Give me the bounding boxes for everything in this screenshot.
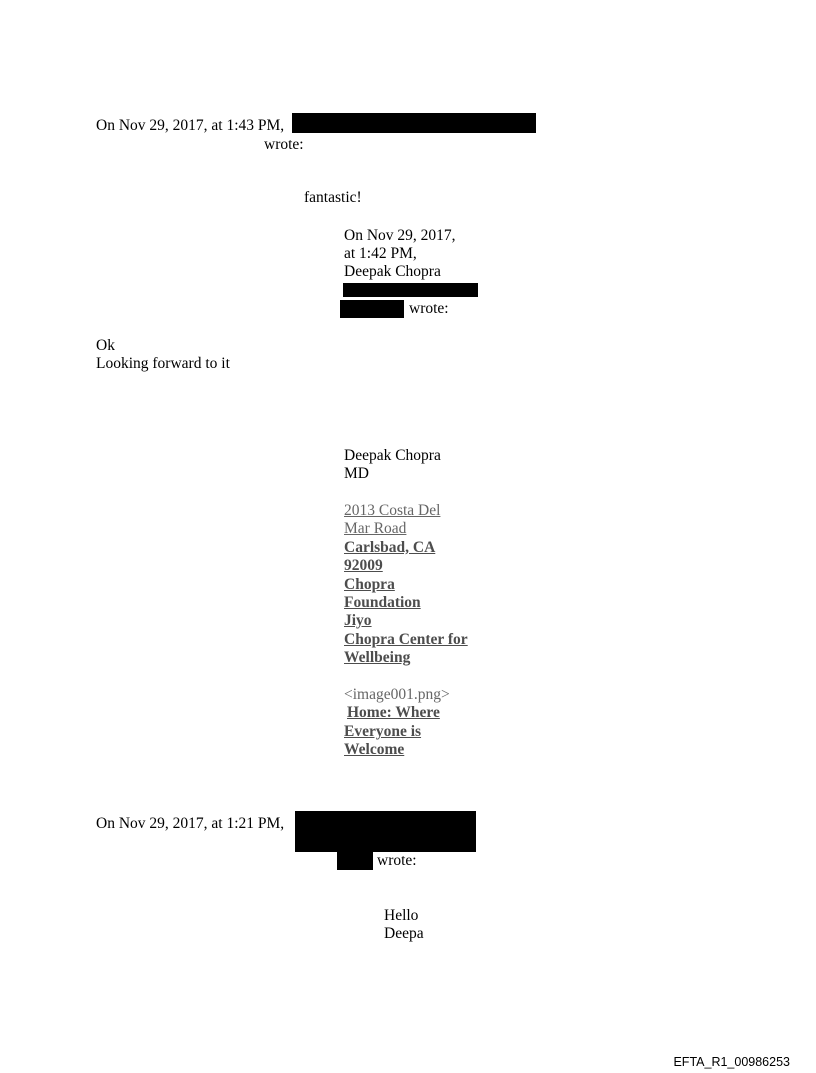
msg2-body-line2: Looking forward to it: [96, 355, 230, 372]
chopra-center-link[interactable]: Chopra Center for: [344, 631, 468, 648]
home-link[interactable]: Home: Where: [347, 704, 440, 721]
msg1-header: On Nov 29, 2017, at 1:43 PM,: [96, 117, 285, 134]
address-link[interactable]: 2013 Costa Del: [344, 502, 441, 519]
chopra-center-link[interactable]: Wellbeing: [344, 649, 411, 666]
home-link[interactable]: Welcome: [344, 741, 405, 758]
jiyo-link[interactable]: Jiyo: [344, 612, 372, 629]
msg3-wrote: wrote:: [377, 852, 417, 869]
msg2-header-line2: at 1:42 PM,: [344, 245, 417, 262]
redaction-block: [343, 283, 478, 297]
signature-title: MD: [344, 465, 369, 482]
address-link[interactable]: Mar Road: [344, 520, 407, 537]
msg1-wrote: wrote:: [264, 136, 304, 153]
home-link[interactable]: Everyone is: [344, 723, 422, 740]
msg2-body-line1: Ok: [96, 337, 115, 354]
chopra-foundation-link[interactable]: Chopra: [344, 576, 395, 593]
redaction-block: [292, 113, 536, 133]
city-link[interactable]: Carlsbad, CA: [344, 539, 436, 556]
redaction-block: [337, 852, 373, 870]
document-id: EFTA_R1_00986253: [673, 1055, 790, 1069]
redaction-block: [340, 300, 404, 318]
msg3-header: On Nov 29, 2017, at 1:21 PM,: [96, 815, 285, 832]
msg2-header-line1: On Nov 29, 2017,: [344, 227, 456, 244]
chopra-foundation-link[interactable]: Foundation: [344, 594, 421, 611]
msg2-header-line3: Deepak Chopra: [344, 263, 441, 280]
image-placeholder: <image001.png>: [344, 686, 450, 703]
signature-name: Deepak Chopra: [344, 447, 441, 464]
city-link[interactable]: 92009: [344, 557, 383, 574]
redaction-block: [295, 811, 476, 852]
msg2-wrote: wrote:: [409, 300, 449, 317]
msg1-body: fantastic!: [304, 189, 362, 206]
msg3-body-line2: Deepa: [384, 925, 424, 942]
msg3-body-line1: Hello: [384, 907, 419, 924]
